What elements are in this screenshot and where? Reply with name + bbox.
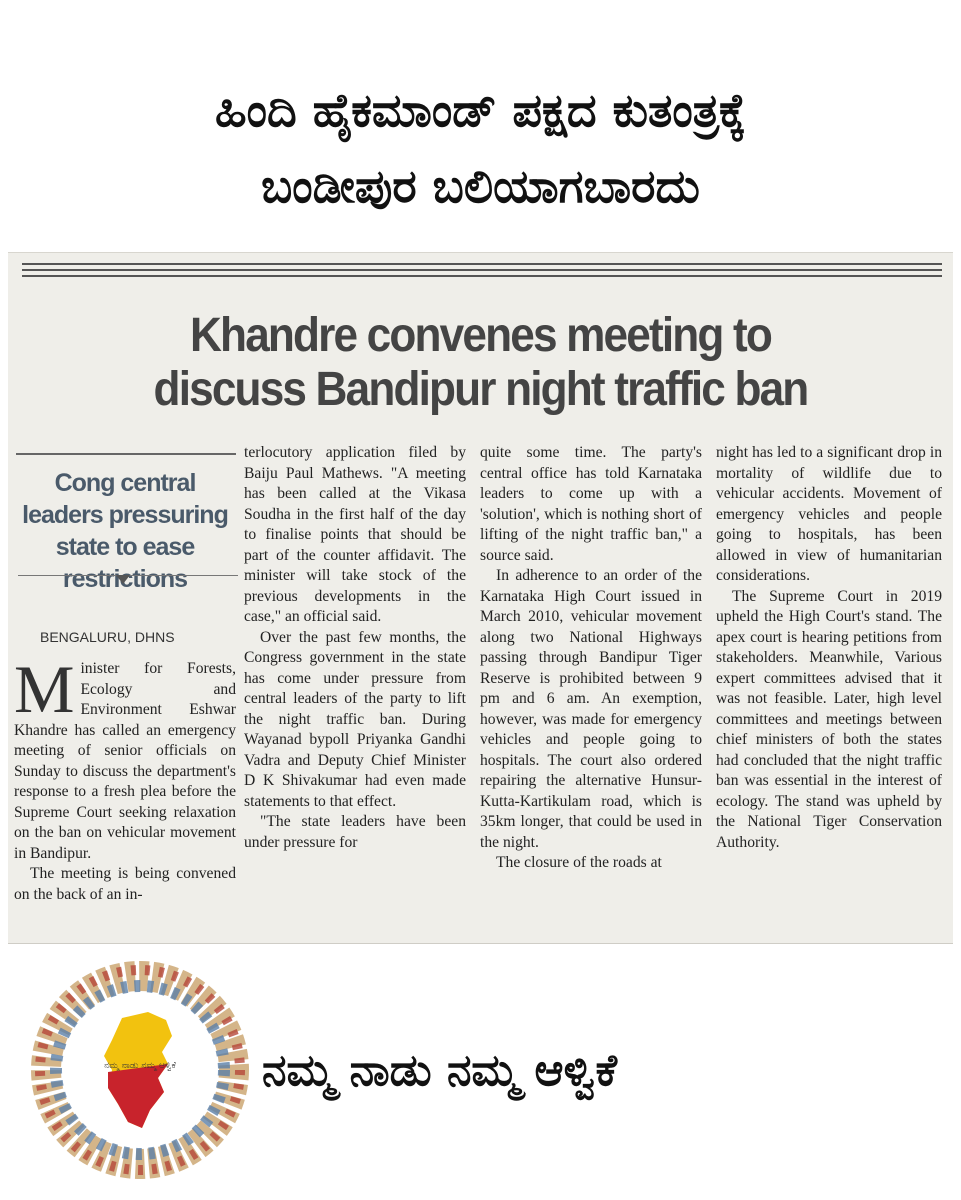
col4-paragraph2: The Supreme Court in 2019 upheld the High Court's stand. The apex court is hearing petitions from stakeholders. Meanwhile, Various expert committees advised that it was not feasible. Later, high level committees and meetings between chief ministers of both the states had concluded that the night traffic ban was essential in the interest of ecology. The stand was upheld by the National Tiger Conservation Authority. <box>716 587 942 851</box>
logo-caption: ನಮ್ಮ ನಾಡು ನಮ್ಮ ಆಳ್ವಿಕೆ <box>104 1061 176 1071</box>
newspaper-clipping <box>8 252 953 944</box>
article-column-1 <box>14 651 236 905</box>
triangle-marker-icon <box>116 575 130 584</box>
headline-line2: discuss Bandipur night traffic ban <box>153 363 808 416</box>
subhead-rule <box>16 453 236 455</box>
article-column-2 <box>244 443 466 853</box>
article-headline <box>46 309 915 417</box>
headline-line1: Khandre convenes meeting to <box>190 309 771 362</box>
poster-title <box>0 72 961 224</box>
footer-slogan: ನಮ್ಮ ನಾಡು ನಮ್ಮ ಆಳ್ವಿಕೆ <box>262 1045 618 1096</box>
col3-paragraph2: In adherence to an order of the Karnataka High Court issued in March 2010, vehicular movement along two National Highways passing through Bandipur Tiger Reserve is prohibited between 9 pm and 6 am. An exemption, however, was made for emergency vehicles and people going to hospitals. The court also ordered repairing the alternative Hunsur-Kutta-Kartikulam road, which is 35km longer, that could be used in the night. <box>480 567 702 851</box>
col3-paragraph1: quite some time. The party's central office has told Karnataka leaders to come up with a 'solution', which is nothing short of lifting of the night traffic ban," a source said. <box>480 444 702 564</box>
article-column-4 <box>716 443 942 853</box>
article-column-3 <box>480 443 702 874</box>
col3-paragraph3: The closure of the roads at <box>496 854 662 871</box>
col2-paragraph3: "The state leaders have been under pressure for <box>244 813 466 851</box>
masthead-rule <box>22 269 942 271</box>
article-subhead: Cong central leaders pressuring state to ease restrictions <box>22 469 228 593</box>
col2-paragraph2: Over the past few months, the Congress government in the state has come under pressure from central leaders of the party to lift the night traffic ban. During Wayanad bypoll Priyanka Gandhi Vadra and Deputy Chief Minister D K Shivakumar had even made statements to that effect. <box>244 628 466 810</box>
poster-title-line1: ಹಿಂದಿ ಹೈಕಮಾಂಡ್ ಪಕ್ಷದ ಕುತಂತ್ರಕ್ಕೆ <box>215 83 746 137</box>
masthead-rule <box>22 275 942 277</box>
masthead-rule <box>22 263 942 265</box>
col2-paragraph1: terlocutory application filed by Baiju Paul Mathews. "A meeting has been called at the Vikasa Soudha in the first half of the day to finalise points that should be part of the counter affidavit. The minister will take stock of the previous developments in the case," an official said. <box>244 444 466 625</box>
dateline: BENGALURU, DHNS <box>40 629 175 645</box>
drop-cap: M <box>14 651 75 727</box>
col1-paragraph2: The meeting is being convened on the back of an in- <box>14 865 236 903</box>
col4-paragraph1: night has led to a significant drop in mortality of wildlife due to vehicular accidents. Movement of emergency vehicles and people going to hospitals, has been allowed in view of humanitarian considerations. <box>716 444 942 584</box>
nammanaadu-logo <box>30 960 250 1180</box>
poster-title-line2: ಬಂಡೀಪುರ ಬಲಿಯಾಗಬಾರದು <box>261 159 700 213</box>
col1-paragraph1: inister for Forests, Ecology and Environment Eshwar Khandre has called an emergency meeting of senior officials on Sunday to discuss the department's response to a fresh plea before the Supreme Court seeking relaxation on the ban on vehicular movement in Bandipur. <box>14 660 236 862</box>
